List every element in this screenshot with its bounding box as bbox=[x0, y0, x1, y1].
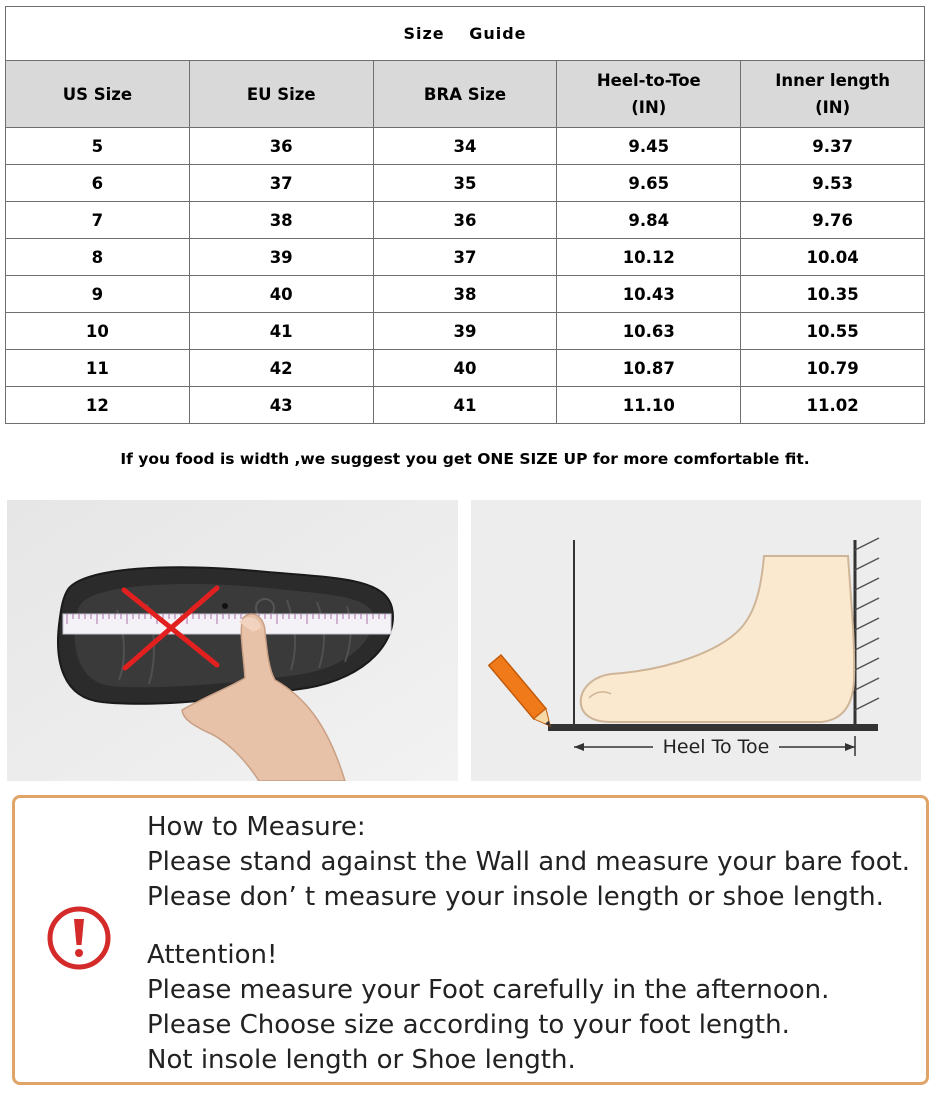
how-to-measure-heading: How to Measure: bbox=[147, 812, 366, 842]
tape-measure bbox=[63, 614, 391, 634]
header-bra-size: BRA Size bbox=[373, 61, 557, 128]
table-row bbox=[6, 387, 925, 424]
header-inner-length: Inner length (IN) bbox=[741, 61, 925, 128]
table-cell: 38 bbox=[189, 202, 373, 239]
table-cell: 9.37 bbox=[741, 128, 925, 165]
table-cell: 12 bbox=[6, 387, 190, 424]
table-row bbox=[6, 202, 925, 239]
table-cell: 43 bbox=[189, 387, 373, 424]
table-cell: 37 bbox=[373, 239, 557, 276]
table-cell: 10.87 bbox=[557, 350, 741, 387]
table-cell: 6 bbox=[6, 165, 190, 202]
measure-instruction-1: Please stand against the Wall and measure your bare foot. bbox=[147, 847, 911, 877]
table-cell: 40 bbox=[189, 276, 373, 313]
correct-measure-diagram bbox=[471, 500, 921, 781]
measure-text-block bbox=[147, 810, 917, 1078]
table-cell: 10.04 bbox=[741, 239, 925, 276]
table-cell: 9.45 bbox=[557, 128, 741, 165]
header-heel-to-toe: Heel-to-Toe (IN) bbox=[557, 61, 741, 128]
wrong-measure-photo bbox=[7, 500, 458, 781]
header-eu-size: EU Size bbox=[189, 61, 373, 128]
warning-icon bbox=[46, 905, 112, 971]
table-cell: 41 bbox=[189, 313, 373, 350]
table-cell: 11 bbox=[6, 350, 190, 387]
sandal-illustration bbox=[7, 500, 458, 781]
table-cell: 34 bbox=[373, 128, 557, 165]
table-row bbox=[6, 313, 925, 350]
attention-line-2: Please Choose size according to your foot length. bbox=[147, 1010, 790, 1040]
table-cell: 5 bbox=[6, 128, 190, 165]
attention-line-3: Not insole length or Shoe length. bbox=[147, 1045, 576, 1075]
table-cell: 38 bbox=[373, 276, 557, 313]
table-cell: 10.12 bbox=[557, 239, 741, 276]
table-cell: 9.84 bbox=[557, 202, 741, 239]
table-cell: 7 bbox=[6, 202, 190, 239]
table-cell: 10.63 bbox=[557, 313, 741, 350]
table-cell: 39 bbox=[189, 239, 373, 276]
table-cell: 8 bbox=[6, 239, 190, 276]
page-title: Size Guide bbox=[6, 7, 925, 61]
floor-bar bbox=[548, 724, 878, 731]
foot-diagram bbox=[471, 500, 921, 781]
table-cell: 42 bbox=[189, 350, 373, 387]
table-cell: 9.76 bbox=[741, 202, 925, 239]
table-cell: 10 bbox=[6, 313, 190, 350]
table-cell: 11.02 bbox=[741, 387, 925, 424]
table-cell: 10.43 bbox=[557, 276, 741, 313]
attention-line-1: Please measure your Foot carefully in the afternoon. bbox=[147, 975, 830, 1005]
table-row bbox=[6, 239, 925, 276]
table-header-row bbox=[6, 61, 925, 128]
table-cell: 11.10 bbox=[557, 387, 741, 424]
table-cell: 9.53 bbox=[741, 165, 925, 202]
header-us-size: US Size bbox=[6, 61, 190, 128]
table-cell: 40 bbox=[373, 350, 557, 387]
table-cell: 9 bbox=[6, 276, 190, 313]
table-cell: 10.79 bbox=[741, 350, 925, 387]
table-cell: 9.65 bbox=[557, 165, 741, 202]
heel-to-toe-label: Heel To Toe bbox=[662, 736, 770, 758]
table-cell: 39 bbox=[373, 313, 557, 350]
table-cell: 36 bbox=[189, 128, 373, 165]
table-cell: 10.55 bbox=[741, 313, 925, 350]
table-cell: 10.35 bbox=[741, 276, 925, 313]
table-cell: 37 bbox=[189, 165, 373, 202]
table-row bbox=[6, 128, 925, 165]
attention-heading: Attention! bbox=[147, 940, 278, 970]
table-cell: 36 bbox=[373, 202, 557, 239]
table-cell: 41 bbox=[373, 387, 557, 424]
sizing-tip: If you food is width ,we suggest you get ONE SIZE UP for more comfortable fit. bbox=[120, 450, 810, 468]
table-row bbox=[6, 276, 925, 313]
table-cell: 35 bbox=[373, 165, 557, 202]
table-row bbox=[6, 165, 925, 202]
measure-instructions bbox=[12, 795, 929, 1085]
size-guide-table bbox=[5, 6, 925, 424]
table-row bbox=[6, 350, 925, 387]
measure-instruction-2: Please don’ t measure your insole length or shoe length. bbox=[147, 882, 884, 912]
